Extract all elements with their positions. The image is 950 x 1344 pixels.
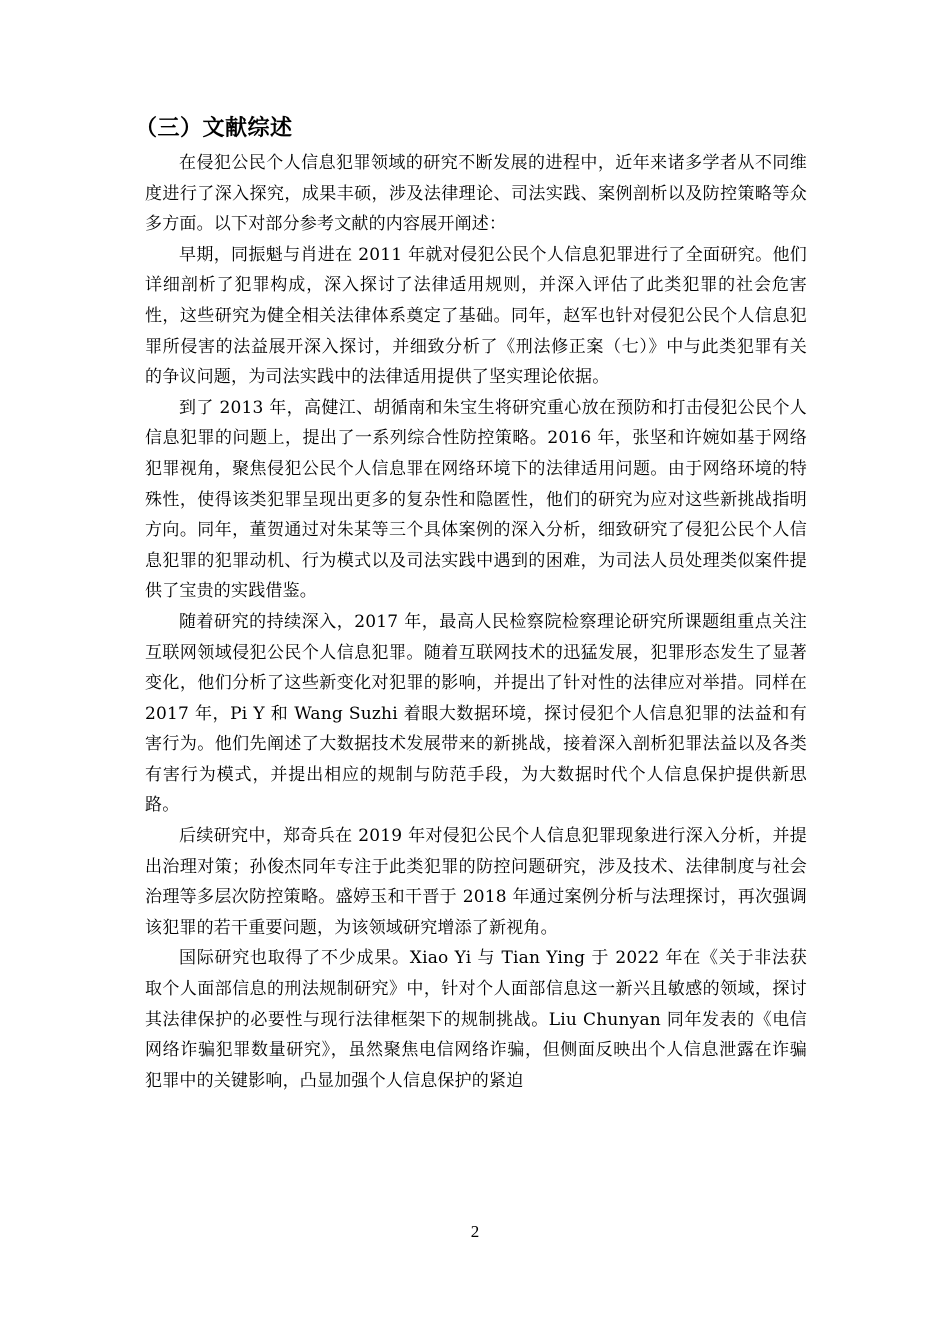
- paragraph-2013-2016-research: 到了 2013 年，高健江、胡循南和朱宝生将研究重心放在预防和打击侵犯公民个人信息犯罪的问题上，提出了一系列综合性防控策略。2016 年，张坚和许婉如基于网络犯罪视角，聚焦侵犯公民个人信息罪在网络环境下的法律适用问题。由于网络环境的特殊性，使得该类犯罪呈现出更多的复杂性和隐匿性，他们的研究为应对这些新挑战指明方向。同年，董贺通过对朱某等三个具体案例的深入分析，细致研究了侵犯公民个人信息犯罪的犯罪动机、行为模式以及司法实践中遇到的困难，为司法人员处理类似案件提供了宝贵的实践借鉴。: [145, 397, 807, 602]
- paragraph-early-research: 早期，同振魁与肖进在 2011 年就对侵犯公民个人信息犯罪进行了全面研究。他们详细剖析了犯罪构成，深入探讨了法律适用规则，并深入评估了此类犯罪的社会危害性，这些研究为健全相关法律体系奠定了基础。同年，赵军也针对侵犯公民个人信息犯罪所侵害的法益展开深入探讨，并细致分析了《刑法修正案（七）》中与此类犯罪有关的争议问题，为司法实践中的法律适用提供了坚实理论依据。: [145, 244, 807, 388]
- paragraph-later-research: 后续研究中，郑奇兵在 2019 年对侵犯公民个人信息犯罪现象进行深入分析，并提出治理对策；孙俊杰同年专注于此类犯罪的防控问题研究，涉及技术、法律制度与社会治理等多层次防控策略。盛婷玉和干晋于 2018 年通过案例分析与法理探讨，再次强调该犯罪的若干重要问题，为该领域研究增添了新视角。: [145, 826, 807, 938]
- paragraph-2017-research: 随着研究的持续深入，2017 年，最高人民检察院检察理论研究所课题组重点关注互联网领域侵犯公民个人信息犯罪。随着互联网技术的迅猛发展，犯罪形态发生了显著变化，他们分析了这些新变化对犯罪的影响，并提出了针对性的法律应对举措。同样在 2017 年，Pi Y 和 Wang Suzhi 着眼大数据环境，探讨侵犯个人信息犯罪的法益和有害行为。他们先阐述了大数据技术发展带来的新挑战，接着深入剖析犯罪法益以及各类有害行为模式，并提出相应的规制与防范手段，为大数据时代个人信息保护提供新思路。: [145, 611, 807, 816]
- paragraph-international-research: 国际研究也取得了不少成果。Xiao Yi 与 Tian Ying 于 2022 年在《关于非法获取个人面部信息的刑法规制研究》中，针对个人面部信息这一新兴且敏感的领域，探讨其法律保护的必要性与现行法律框架下的规制挑战。Liu Chunyan 同年发表的《电信网络诈骗犯罪数量研究》，虽然聚焦电信网络诈骗，但侧面反映出个人信息泄露在诈骗犯罪中的关键影响，凸显加强个人信息保护的紧迫: [145, 948, 807, 1091]
- paragraph-intro: 在侵犯公民个人信息犯罪领域的研究不断发展的进程中，近年来诸多学者从不同维度进行了深入探究，成果丰硕，涉及法律理论、司法实践、案例剖析以及防控策略等众多方面。以下对部分参考文献的内容展开阐述：: [145, 153, 807, 235]
- page-content: [135, 112, 807, 1096]
- page-number: 2: [470, 1222, 480, 1241]
- section-heading: （三）文献综述: [135, 116, 293, 141]
